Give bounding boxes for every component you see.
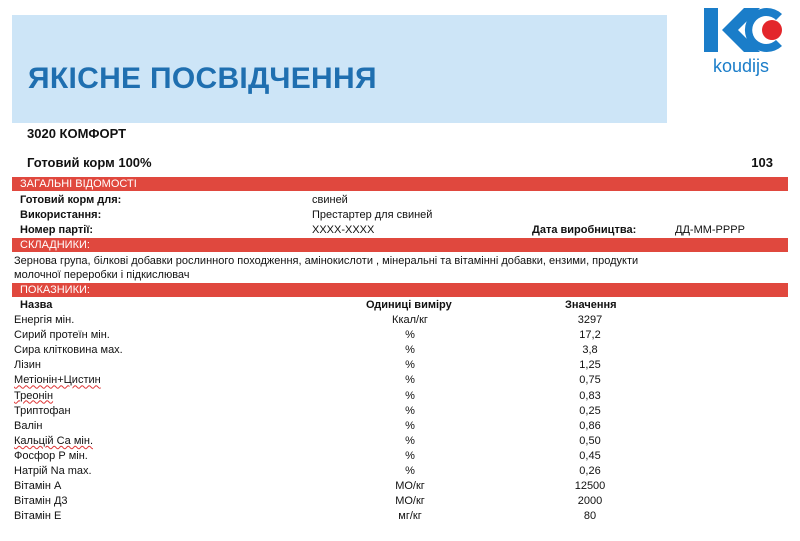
indicator-value: 0,50 xyxy=(579,434,601,447)
indicator-row xyxy=(0,314,800,329)
indicator-unit: мг/кг xyxy=(398,510,422,523)
indicator-name: Вітамін А xyxy=(14,480,62,493)
production-date-label: Дата виробництва: xyxy=(532,224,637,236)
usage-value: Престартер для свиней xyxy=(312,209,433,221)
indicator-value: 3,8 xyxy=(582,344,598,357)
indicator-name: Кальцій Са мін. xyxy=(14,434,93,447)
indicator-name: Вітамін Е xyxy=(14,510,62,523)
indicator-name: Сирий протеїн мін. xyxy=(14,329,110,342)
indicator-row xyxy=(0,510,800,525)
usage-label: Використання: xyxy=(20,209,102,221)
indicator-unit: % xyxy=(405,389,415,402)
indicator-unit: % xyxy=(405,359,415,372)
indicator-name: Енергія мін. xyxy=(14,314,75,326)
indicator-value: 80 xyxy=(583,510,597,523)
indicator-unit: МО/кг xyxy=(395,480,425,493)
indicator-name: Сира клітковина мах. xyxy=(14,344,123,357)
indicator-value: 0,86 xyxy=(579,419,601,432)
indicator-value: 0,83 xyxy=(579,389,601,402)
indicator-unit: % xyxy=(405,434,415,447)
indicator-value: 0,26 xyxy=(579,465,601,477)
indicator-name: Натрій Na max. xyxy=(14,465,92,477)
indicator-row xyxy=(0,450,800,465)
product-name: 3020 КОМФОРТ xyxy=(27,126,127,141)
indicator-unit: % xyxy=(405,329,415,342)
indicator-row xyxy=(0,495,800,510)
indicator-row xyxy=(0,329,800,344)
section-general: ЗАГАЛЬНІ ВІДОМОСТІ xyxy=(12,177,788,191)
indicator-value: 2000 xyxy=(577,495,603,508)
indicator-unit: % xyxy=(405,419,415,432)
ingredients-text: Зернова група, білкові добавки рослинного походження, амінокислоти , мінеральні та вітамінні добавки, ензими, продукти молочної переробки і підкислювач xyxy=(14,255,639,281)
indicator-unit: % xyxy=(405,374,415,387)
page-title: ЯКІСНЕ ПОСВІДЧЕННЯ xyxy=(28,62,377,95)
indicator-row xyxy=(0,390,800,405)
indicator-row xyxy=(0,465,800,480)
indicator-row xyxy=(0,359,800,374)
indicator-unit: % xyxy=(405,449,415,462)
indicator-value: 3297 xyxy=(577,314,603,326)
logo-red-dot xyxy=(762,20,782,40)
indicator-row xyxy=(0,480,800,495)
section-indicators: ПОКАЗНИКИ: xyxy=(12,283,788,297)
indicator-value: 0,25 xyxy=(579,404,601,417)
indicator-row xyxy=(0,405,800,420)
indicator-unit: % xyxy=(405,465,415,477)
indicator-name: Валін xyxy=(14,419,43,432)
batch-value: XXXX-XXXX xyxy=(312,224,375,236)
product-code: 103 xyxy=(751,155,773,170)
indicator-value: 0,45 xyxy=(579,449,601,462)
batch-label: Номер партії: xyxy=(20,224,94,236)
production-date-value: ДД-ММ-РРРР xyxy=(675,224,745,236)
indicator-unit: % xyxy=(405,344,415,357)
indicator-row xyxy=(0,344,800,359)
indicator-row xyxy=(0,374,800,389)
indicator-unit: Ккал/кг xyxy=(392,314,428,326)
indicator-name: Метіонін+Цистин xyxy=(14,374,101,387)
feed-for-value: свиней xyxy=(312,194,348,206)
indicator-name: Вітамін Д3 xyxy=(14,495,68,508)
indicator-name: Лізин xyxy=(14,359,41,372)
indicator-value: 1,25 xyxy=(579,359,601,372)
section-ingredients: СКЛАДНИКИ: xyxy=(12,238,788,252)
indicator-name: Треонін xyxy=(14,389,54,402)
indicator-unit: % xyxy=(405,404,415,417)
indicator-unit: МО/кг xyxy=(395,495,425,508)
indicator-value: 12500 xyxy=(574,480,606,493)
logo-k-stem xyxy=(704,8,718,52)
indicator-row xyxy=(0,435,800,450)
indicator-value: 0,75 xyxy=(579,374,601,387)
logo-text: koudijs xyxy=(712,56,770,76)
indicator-name: Фосфор Р мін. xyxy=(14,449,88,462)
feed-for-label: Готовий корм для: xyxy=(20,194,122,206)
column-header-unit: Одиниці виміру xyxy=(366,299,452,311)
product-line: Готовий корм 100% xyxy=(27,155,152,170)
indicator-name: Триптофан xyxy=(14,404,71,417)
indicator-row xyxy=(0,420,800,435)
column-header-name: Назва xyxy=(20,299,53,311)
indicator-value: 17,2 xyxy=(579,329,601,342)
column-header-value: Значення xyxy=(565,299,617,311)
